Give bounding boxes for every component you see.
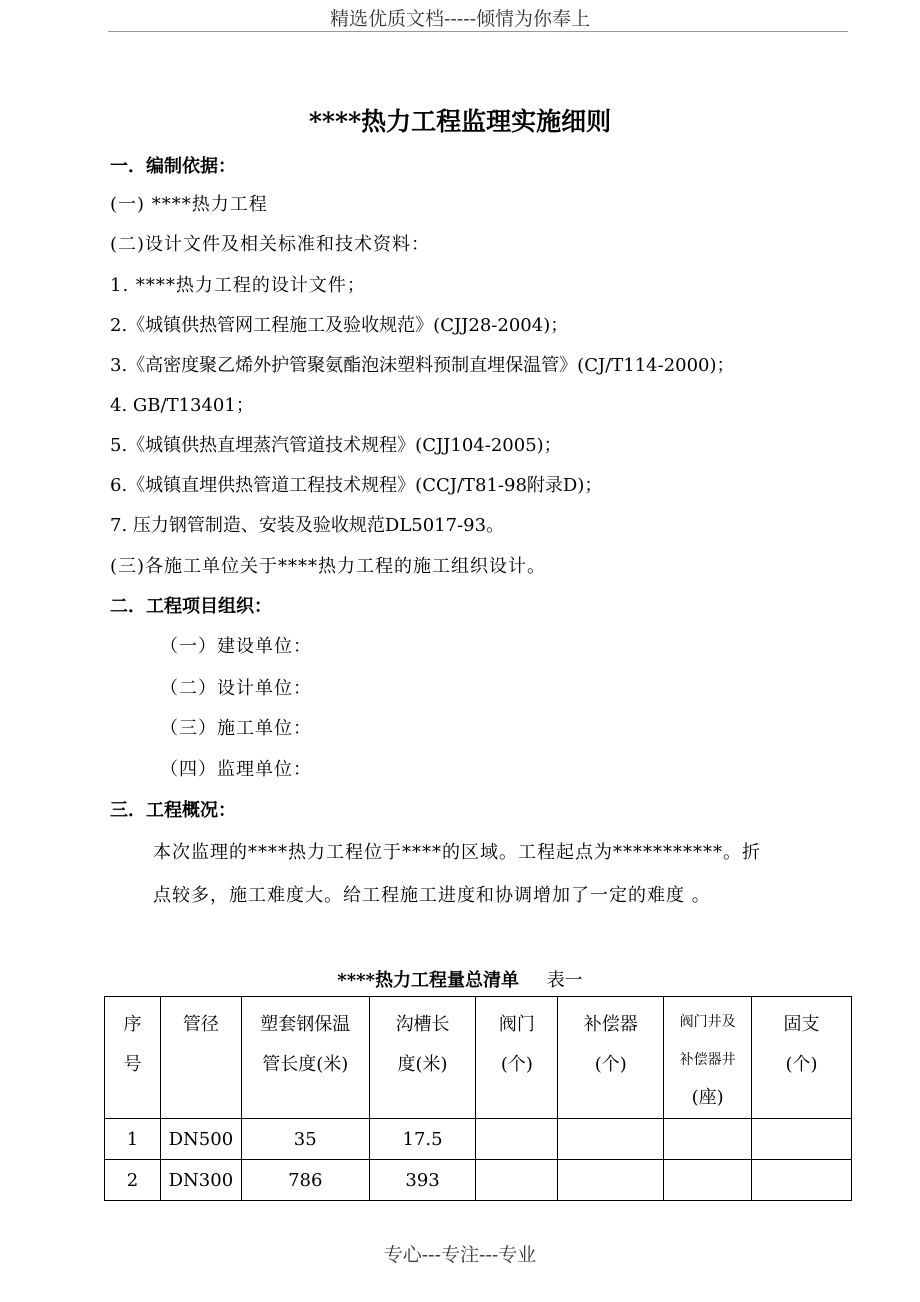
table-cell	[664, 1119, 752, 1160]
table-cell: 393	[369, 1160, 476, 1201]
basis-item: 1. ****热力工程的设计文件；	[110, 275, 366, 296]
table-cell: 17.5	[369, 1119, 476, 1160]
table-cell: DN500	[160, 1119, 241, 1160]
document-title: ****热力工程监理实施细则	[308, 107, 612, 136]
quantity-table	[104, 996, 852, 1201]
section-1-heading: 一．编制依据：	[110, 156, 236, 177]
header-cell-wells: 阀门井及 补偿器井 (座)	[664, 997, 752, 1119]
basis-item: (三)各施工单位关于****热力工程的施工组织设计。	[110, 556, 547, 577]
org-item: （二）设计单位：	[160, 678, 312, 699]
basis-item: 4. GB/T13401；	[110, 395, 254, 416]
table-cell: 786	[241, 1160, 369, 1201]
table-title: ****热力工程量总清单	[337, 970, 519, 991]
table-cell	[476, 1119, 558, 1160]
table-cell: 35	[241, 1119, 369, 1160]
org-item: （一）建设单位：	[160, 636, 312, 657]
basis-item: (二)设计文件及相关标准和技术资料：	[110, 234, 431, 255]
header-cell-diameter: 管径	[160, 997, 241, 1119]
basis-item: 6.《城镇直埋供热管道工程技术规程》(CCJ/T81-98附录D)；	[110, 475, 603, 496]
header-cell-compensators: 补偿器 (个)	[558, 997, 664, 1119]
table-cell	[558, 1160, 664, 1201]
table-cell	[752, 1160, 852, 1201]
page-header: 精选优质文档-----倾情为你奉上	[329, 8, 591, 30]
table-cell	[476, 1160, 558, 1201]
table-label: 表一	[546, 970, 583, 991]
table-cell: 1	[105, 1119, 161, 1160]
table-cell	[558, 1119, 664, 1160]
basis-item: 5.《城镇供热直埋蒸汽管道技术规程》(CJJ104-2005)；	[110, 435, 562, 456]
table-caption	[0, 966, 920, 992]
table-cell	[752, 1119, 852, 1160]
table-row	[105, 1160, 852, 1201]
overview-line: 本次监理的****热力工程位于****的区域。工程起点为***********。折	[153, 842, 761, 863]
header-cell-trench-length: 沟槽长 度(米)	[369, 997, 476, 1119]
section-2-heading: 二．工程项目组织：	[110, 596, 272, 617]
overview-line: 点较多，施工难度大。给工程施工进度和协调增加了一定的难度 。	[153, 885, 711, 906]
table-row	[105, 1119, 852, 1160]
header-cell-pipe-length: 塑套钢保温 管长度(米)	[241, 997, 369, 1119]
basis-item: 2.《城镇供热管网工程施工及验收规范》(CJJ28-2004)；	[110, 315, 569, 336]
header-cell-valves: 阀门 (个)	[476, 997, 558, 1119]
header-cell-fixed-supports: 固支 (个)	[752, 997, 852, 1119]
basis-item: 7. 压力钢管制造、安装及验收规范DL5017-93。	[110, 515, 505, 536]
org-item: （三）施工单位：	[160, 718, 312, 739]
org-item: （四）监理单位：	[160, 759, 312, 780]
section-3-heading: 三．工程概况：	[110, 800, 236, 821]
basis-item: (一) ****热力工程	[110, 194, 268, 215]
table-cell	[664, 1160, 752, 1201]
table-cell: 2	[105, 1160, 161, 1201]
table-cell: DN300	[160, 1160, 241, 1201]
page-footer: 专心---专注---专业	[383, 1244, 537, 1266]
table-header-row	[105, 997, 852, 1119]
header-divider	[108, 31, 848, 32]
basis-item: 3.《高密度聚乙烯外护管聚氨酯泡沫塑料预制直埋保温管》(CJ/T114-2000)；	[110, 355, 735, 376]
header-cell-index: 序 号	[105, 997, 161, 1119]
